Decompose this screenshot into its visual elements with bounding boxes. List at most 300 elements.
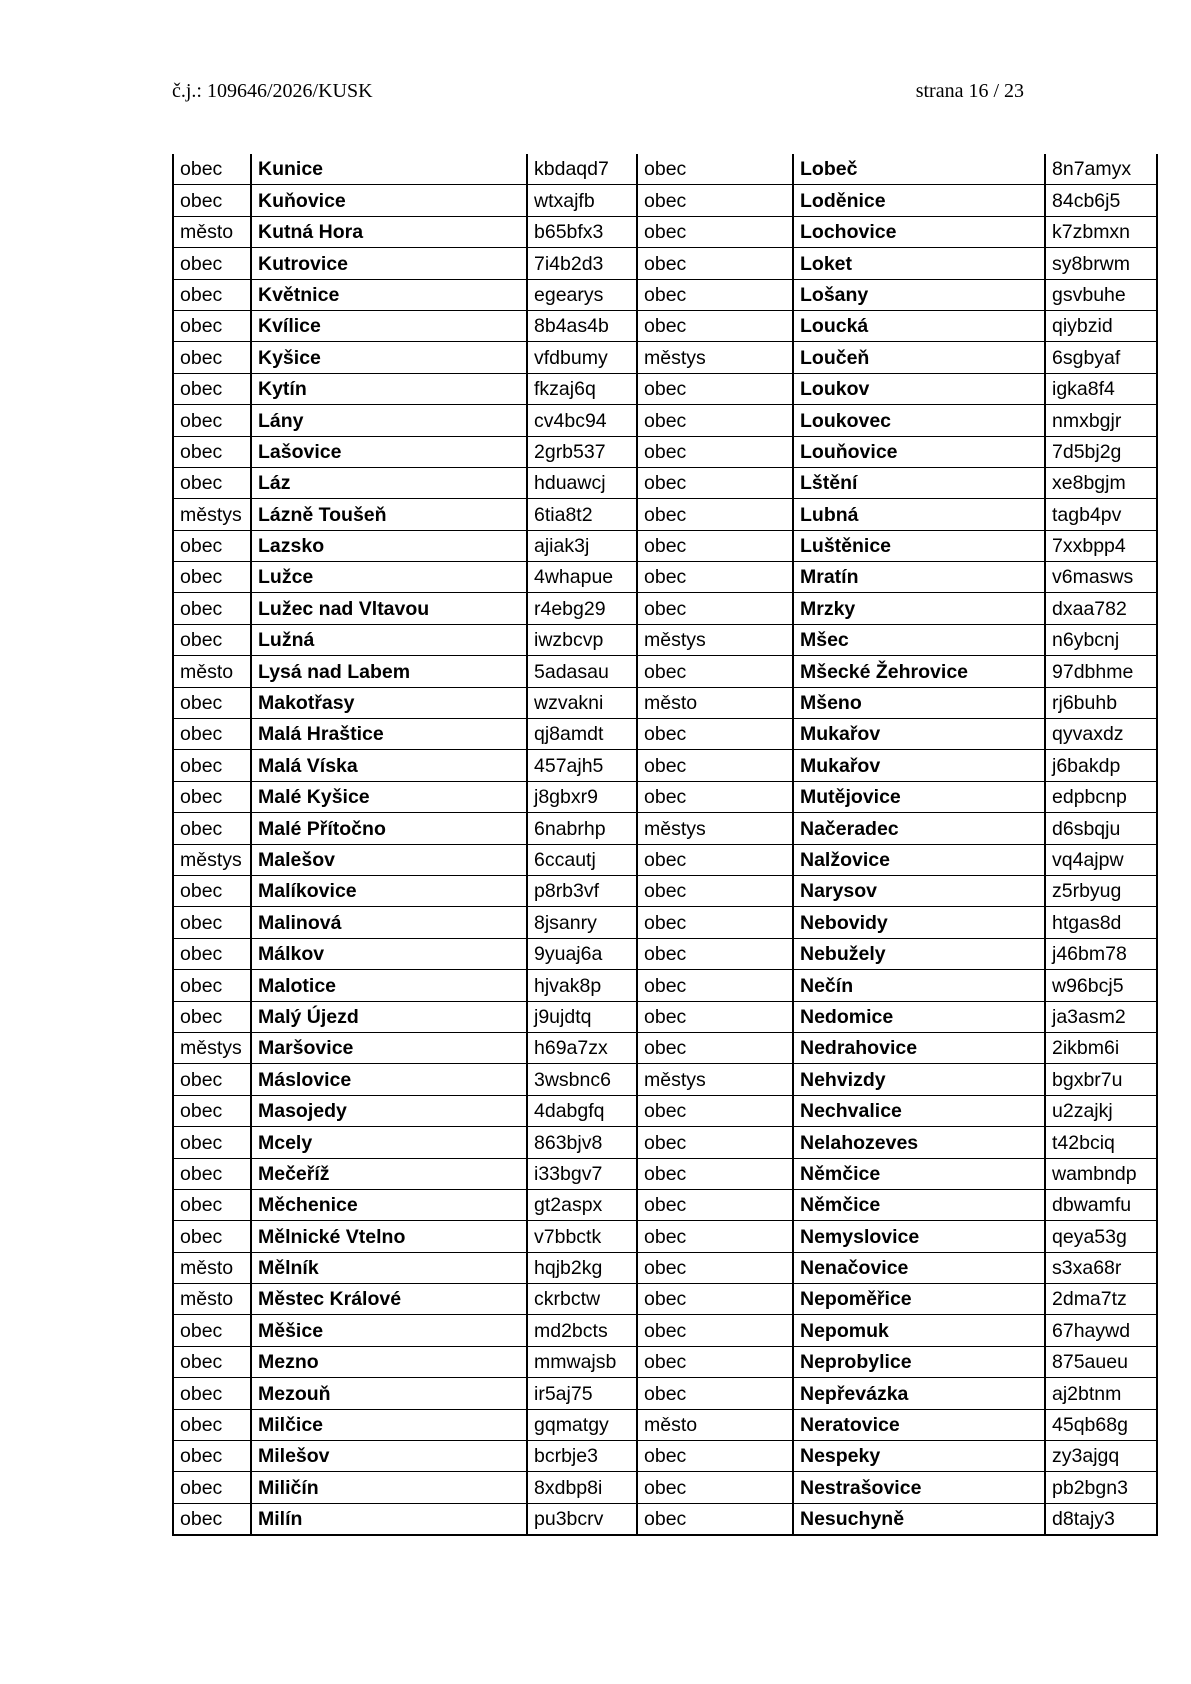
left-municipality-code: hjvak8p xyxy=(527,970,637,1001)
left-municipality-type: obec xyxy=(173,342,251,373)
table-row xyxy=(173,436,1157,467)
right-municipality-code: 45qb68g xyxy=(1045,1409,1157,1440)
right-municipality-type: obec xyxy=(637,279,793,310)
left-municipality-code: iwzbcvp xyxy=(527,624,637,655)
left-municipality-type: obec xyxy=(173,467,251,498)
left-municipality-name: Milešov xyxy=(251,1441,527,1472)
left-municipality-type: městys xyxy=(173,844,251,875)
left-municipality-name: Měchenice xyxy=(251,1189,527,1220)
left-municipality-code: ckrbctw xyxy=(527,1284,637,1315)
left-municipality-code: v7bbctk xyxy=(527,1221,637,1252)
right-municipality-type: obec xyxy=(637,750,793,781)
table-row xyxy=(173,1064,1157,1095)
left-municipality-type: obec xyxy=(173,1315,251,1346)
left-municipality-code: egearys xyxy=(527,279,637,310)
right-municipality-code: k7zbmxn xyxy=(1045,216,1157,247)
left-municipality-name: Malešov xyxy=(251,844,527,875)
left-municipality-name: Lázně Toušeň xyxy=(251,499,527,530)
table-row xyxy=(173,467,1157,498)
right-municipality-name: Lubná xyxy=(793,499,1045,530)
right-municipality-code: j6bakdp xyxy=(1045,750,1157,781)
right-municipality-name: Neprobylice xyxy=(793,1346,1045,1377)
right-municipality-code: tagb4pv xyxy=(1045,499,1157,530)
left-municipality-name: Malinová xyxy=(251,907,527,938)
left-municipality-type: obec xyxy=(173,279,251,310)
left-municipality-type: město xyxy=(173,216,251,247)
right-municipality-code: 6sgbyaf xyxy=(1045,342,1157,373)
right-municipality-type: obec xyxy=(637,1503,793,1535)
left-municipality-name: Lány xyxy=(251,405,527,436)
right-municipality-code: w96bcj5 xyxy=(1045,970,1157,1001)
right-municipality-type: obec xyxy=(637,405,793,436)
left-municipality-name: Mcely xyxy=(251,1127,527,1158)
right-municipality-name: Mukařov xyxy=(793,750,1045,781)
left-municipality-name: Kutná Hora xyxy=(251,216,527,247)
right-municipality-code: 2ikbm6i xyxy=(1045,1032,1157,1063)
table-row xyxy=(173,279,1157,310)
left-municipality-code: p8rb3vf xyxy=(527,875,637,906)
right-municipality-type: obec xyxy=(637,216,793,247)
left-municipality-name: Mělnické Vtelno xyxy=(251,1221,527,1252)
left-municipality-type: obec xyxy=(173,1158,251,1189)
left-municipality-name: Máslovice xyxy=(251,1064,527,1095)
right-municipality-code: aj2btnm xyxy=(1045,1378,1157,1409)
left-municipality-code: hduawcj xyxy=(527,467,637,498)
left-municipality-name: Měšice xyxy=(251,1315,527,1346)
left-municipality-code: j8gbxr9 xyxy=(527,781,637,812)
left-municipality-code: fkzaj6q xyxy=(527,373,637,404)
left-municipality-type: obec xyxy=(173,719,251,750)
right-municipality-type: městys xyxy=(637,624,793,655)
right-municipality-name: Načeradec xyxy=(793,813,1045,844)
table-row xyxy=(173,1503,1157,1535)
table-row xyxy=(173,687,1157,718)
right-municipality-type: obec xyxy=(637,1189,793,1220)
left-municipality-type: město xyxy=(173,656,251,687)
left-municipality-type: obec xyxy=(173,813,251,844)
table-row xyxy=(173,248,1157,279)
right-municipality-name: Lochovice xyxy=(793,216,1045,247)
right-municipality-type: obec xyxy=(637,656,793,687)
right-municipality-name: Nedomice xyxy=(793,1001,1045,1032)
left-municipality-code: b65bfx3 xyxy=(527,216,637,247)
right-municipality-type: obec xyxy=(637,154,793,185)
left-municipality-code: pu3bcrv xyxy=(527,1503,637,1535)
right-municipality-type: obec xyxy=(637,844,793,875)
left-municipality-code: 4whapue xyxy=(527,562,637,593)
right-municipality-code: u2zajkj xyxy=(1045,1095,1157,1126)
left-municipality-name: Lužce xyxy=(251,562,527,593)
left-municipality-name: Malotice xyxy=(251,970,527,1001)
right-municipality-name: Nedrahovice xyxy=(793,1032,1045,1063)
right-municipality-code: zy3ajgq xyxy=(1045,1441,1157,1472)
right-municipality-type: obec xyxy=(637,907,793,938)
right-municipality-type: město xyxy=(637,1409,793,1440)
right-municipality-code: t42bciq xyxy=(1045,1127,1157,1158)
right-municipality-name: Lošany xyxy=(793,279,1045,310)
left-municipality-code: wzvakni xyxy=(527,687,637,718)
right-municipality-type: obec xyxy=(637,1346,793,1377)
left-municipality-code: mmwajsb xyxy=(527,1346,637,1377)
right-municipality-name: Mrzky xyxy=(793,593,1045,624)
left-municipality-type: obec xyxy=(173,1221,251,1252)
right-municipality-name: Nepřevázka xyxy=(793,1378,1045,1409)
right-municipality-name: Loděnice xyxy=(793,185,1045,216)
left-municipality-name: Lužná xyxy=(251,624,527,655)
right-municipality-type: městys xyxy=(637,1064,793,1095)
right-municipality-code: 2dma7tz xyxy=(1045,1284,1157,1315)
right-municipality-code: 875aueu xyxy=(1045,1346,1157,1377)
left-municipality-name: Lužec nad Vltavou xyxy=(251,593,527,624)
right-municipality-name: Nespeky xyxy=(793,1441,1045,1472)
table-row xyxy=(173,938,1157,969)
left-municipality-type: obec xyxy=(173,310,251,341)
table-row xyxy=(173,781,1157,812)
left-municipality-code: j9ujdtq xyxy=(527,1001,637,1032)
right-municipality-code: 84cb6j5 xyxy=(1045,185,1157,216)
right-municipality-name: Nepoměřice xyxy=(793,1284,1045,1315)
table-row xyxy=(173,562,1157,593)
right-municipality-code: 7d5bj2g xyxy=(1045,436,1157,467)
left-municipality-code: 7i4b2d3 xyxy=(527,248,637,279)
left-municipality-type: obec xyxy=(173,687,251,718)
right-municipality-name: Mukařov xyxy=(793,719,1045,750)
right-municipality-code: igka8f4 xyxy=(1045,373,1157,404)
table-row xyxy=(173,1346,1157,1377)
left-municipality-type: městys xyxy=(173,1032,251,1063)
left-municipality-type: obec xyxy=(173,875,251,906)
table-row xyxy=(173,1441,1157,1472)
table-row xyxy=(173,1284,1157,1315)
right-municipality-name: Nehvizdy xyxy=(793,1064,1045,1095)
right-municipality-type: obec xyxy=(637,499,793,530)
right-municipality-type: obec xyxy=(637,1284,793,1315)
right-municipality-code: z5rbyug xyxy=(1045,875,1157,906)
right-municipality-code: sy8brwm xyxy=(1045,248,1157,279)
left-municipality-code: hqjb2kg xyxy=(527,1252,637,1283)
table-row xyxy=(173,1001,1157,1032)
right-municipality-type: obec xyxy=(637,1441,793,1472)
left-municipality-type: obec xyxy=(173,624,251,655)
right-municipality-code: htgas8d xyxy=(1045,907,1157,938)
table-row xyxy=(173,1378,1157,1409)
left-municipality-name: Kutrovice xyxy=(251,248,527,279)
left-municipality-name: Málkov xyxy=(251,938,527,969)
table-row xyxy=(173,1127,1157,1158)
left-municipality-code: 6ccautj xyxy=(527,844,637,875)
left-municipality-type: obec xyxy=(173,1378,251,1409)
left-municipality-type: obec xyxy=(173,1472,251,1503)
left-municipality-code: bcrbje3 xyxy=(527,1441,637,1472)
table-row xyxy=(173,1189,1157,1220)
right-municipality-name: Němčice xyxy=(793,1189,1045,1220)
table-row xyxy=(173,216,1157,247)
left-municipality-code: 8jsanry xyxy=(527,907,637,938)
left-municipality-name: Kyšice xyxy=(251,342,527,373)
right-municipality-name: Neratovice xyxy=(793,1409,1045,1440)
left-municipality-name: Malá Hraštice xyxy=(251,719,527,750)
document-reference: č.j.: 109646/2026/KUSK xyxy=(172,80,373,102)
table-row xyxy=(173,970,1157,1001)
left-municipality-code: 6tia8t2 xyxy=(527,499,637,530)
left-municipality-type: obec xyxy=(173,1346,251,1377)
left-municipality-code: wtxajfb xyxy=(527,185,637,216)
right-municipality-type: obec xyxy=(637,1127,793,1158)
left-municipality-type: obec xyxy=(173,1503,251,1535)
table-row xyxy=(173,1158,1157,1189)
table-row xyxy=(173,1095,1157,1126)
right-municipality-code: qeya53g xyxy=(1045,1221,1157,1252)
right-municipality-code: ja3asm2 xyxy=(1045,1001,1157,1032)
right-municipality-type: obec xyxy=(637,1252,793,1283)
right-municipality-name: Loukov xyxy=(793,373,1045,404)
right-municipality-code: v6masws xyxy=(1045,562,1157,593)
right-municipality-code: dxaa782 xyxy=(1045,593,1157,624)
right-municipality-type: obec xyxy=(637,719,793,750)
table-row xyxy=(173,154,1157,185)
table-row xyxy=(173,593,1157,624)
table-row xyxy=(173,813,1157,844)
right-municipality-name: Loukovec xyxy=(793,405,1045,436)
table-row xyxy=(173,1252,1157,1283)
right-municipality-type: městys xyxy=(637,813,793,844)
table-row xyxy=(173,719,1157,750)
left-municipality-code: md2bcts xyxy=(527,1315,637,1346)
right-municipality-code: qyvaxdz xyxy=(1045,719,1157,750)
left-municipality-code: 8xdbp8i xyxy=(527,1472,637,1503)
right-municipality-code: wambndp xyxy=(1045,1158,1157,1189)
right-municipality-name: Mšec xyxy=(793,624,1045,655)
right-municipality-name: Nalžovice xyxy=(793,844,1045,875)
right-municipality-name: Mšecké Žehrovice xyxy=(793,656,1045,687)
right-municipality-name: Němčice xyxy=(793,1158,1045,1189)
right-municipality-name: Loučeň xyxy=(793,342,1045,373)
left-municipality-name: Malé Přítočno xyxy=(251,813,527,844)
right-municipality-name: Loucká xyxy=(793,310,1045,341)
right-municipality-code: nmxbgjr xyxy=(1045,405,1157,436)
left-municipality-type: obec xyxy=(173,593,251,624)
right-municipality-name: Nestrašovice xyxy=(793,1472,1045,1503)
left-municipality-type: obec xyxy=(173,1064,251,1095)
left-municipality-name: Městec Králové xyxy=(251,1284,527,1315)
left-municipality-name: Makotřasy xyxy=(251,687,527,718)
right-municipality-code: edpbcnp xyxy=(1045,781,1157,812)
left-municipality-type: obec xyxy=(173,781,251,812)
left-municipality-type: obec xyxy=(173,907,251,938)
left-municipality-code: gt2aspx xyxy=(527,1189,637,1220)
left-municipality-code: 8b4as4b xyxy=(527,310,637,341)
left-municipality-name: Mezouň xyxy=(251,1378,527,1409)
left-municipality-name: Mělník xyxy=(251,1252,527,1283)
left-municipality-name: Milčice xyxy=(251,1409,527,1440)
right-municipality-name: Lštění xyxy=(793,467,1045,498)
left-municipality-code: 6nabrhp xyxy=(527,813,637,844)
left-municipality-code: ajiak3j xyxy=(527,530,637,561)
right-municipality-name: Nesuchyně xyxy=(793,1503,1045,1535)
left-municipality-type: obec xyxy=(173,970,251,1001)
right-municipality-name: Luštěnice xyxy=(793,530,1045,561)
right-municipality-type: obec xyxy=(637,310,793,341)
left-municipality-code: gqmatgy xyxy=(527,1409,637,1440)
right-municipality-name: Nenačovice xyxy=(793,1252,1045,1283)
right-municipality-type: obec xyxy=(637,467,793,498)
right-municipality-code: d6sbqju xyxy=(1045,813,1157,844)
left-municipality-code: vfdbumy xyxy=(527,342,637,373)
left-municipality-type: obec xyxy=(173,1409,251,1440)
left-municipality-type: obec xyxy=(173,405,251,436)
left-municipality-type: obec xyxy=(173,1127,251,1158)
left-municipality-name: Milín xyxy=(251,1503,527,1535)
right-municipality-type: obec xyxy=(637,1095,793,1126)
left-municipality-name: Lysá nad Labem xyxy=(251,656,527,687)
right-municipality-code: 97dbhme xyxy=(1045,656,1157,687)
left-municipality-code: 2grb537 xyxy=(527,436,637,467)
left-municipality-name: Mečeříž xyxy=(251,1158,527,1189)
right-municipality-name: Nečín xyxy=(793,970,1045,1001)
left-municipality-code: kbdaqd7 xyxy=(527,154,637,185)
left-municipality-type: městys xyxy=(173,499,251,530)
right-municipality-type: obec xyxy=(637,938,793,969)
left-municipality-type: obec xyxy=(173,185,251,216)
right-municipality-type: obec xyxy=(637,248,793,279)
left-municipality-type: obec xyxy=(173,938,251,969)
table-row xyxy=(173,750,1157,781)
right-municipality-code: vq4ajpw xyxy=(1045,844,1157,875)
table-row xyxy=(173,530,1157,561)
right-municipality-code: qiybzid xyxy=(1045,310,1157,341)
right-municipality-code: pb2bgn3 xyxy=(1045,1472,1157,1503)
right-municipality-type: obec xyxy=(637,562,793,593)
left-municipality-type: obec xyxy=(173,530,251,561)
right-municipality-name: Nemyslovice xyxy=(793,1221,1045,1252)
right-municipality-type: obec xyxy=(637,970,793,1001)
left-municipality-code: cv4bc94 xyxy=(527,405,637,436)
right-municipality-type: městys xyxy=(637,342,793,373)
right-municipality-code: 7xxbpp4 xyxy=(1045,530,1157,561)
table-row xyxy=(173,1315,1157,1346)
left-municipality-name: Mezno xyxy=(251,1346,527,1377)
right-municipality-type: obec xyxy=(637,1221,793,1252)
left-municipality-name: Malý Újezd xyxy=(251,1001,527,1032)
right-municipality-type: obec xyxy=(637,436,793,467)
left-municipality-name: Maršovice xyxy=(251,1032,527,1063)
table-row xyxy=(173,844,1157,875)
right-municipality-type: obec xyxy=(637,373,793,404)
right-municipality-name: Nebovidy xyxy=(793,907,1045,938)
right-municipality-name: Mutějovice xyxy=(793,781,1045,812)
left-municipality-code: i33bgv7 xyxy=(527,1158,637,1189)
right-municipality-type: obec xyxy=(637,185,793,216)
right-municipality-type: obec xyxy=(637,1158,793,1189)
left-municipality-type: obec xyxy=(173,1095,251,1126)
left-municipality-name: Květnice xyxy=(251,279,527,310)
table-row xyxy=(173,624,1157,655)
left-municipality-type: obec xyxy=(173,248,251,279)
right-municipality-code: xe8bgjm xyxy=(1045,467,1157,498)
left-municipality-name: Malíkovice xyxy=(251,875,527,906)
table-row xyxy=(173,1409,1157,1440)
left-municipality-type: obec xyxy=(173,1001,251,1032)
right-municipality-name: Narysov xyxy=(793,875,1045,906)
left-municipality-code: 3wsbnc6 xyxy=(527,1064,637,1095)
right-municipality-name: Loket xyxy=(793,248,1045,279)
left-municipality-code: 4dabgfq xyxy=(527,1095,637,1126)
left-municipality-type: město xyxy=(173,1252,251,1283)
left-municipality-code: h69a7zx xyxy=(527,1032,637,1063)
left-municipality-name: Masojedy xyxy=(251,1095,527,1126)
right-municipality-code: gsvbuhe xyxy=(1045,279,1157,310)
left-municipality-code: 863bjv8 xyxy=(527,1127,637,1158)
right-municipality-type: obec xyxy=(637,1315,793,1346)
left-municipality-type: obec xyxy=(173,1441,251,1472)
left-municipality-type: obec xyxy=(173,1189,251,1220)
left-municipality-name: Kunice xyxy=(251,154,527,185)
table-row xyxy=(173,875,1157,906)
left-municipality-name: Láz xyxy=(251,467,527,498)
right-municipality-type: město xyxy=(637,687,793,718)
right-municipality-code: rj6buhb xyxy=(1045,687,1157,718)
table-row xyxy=(173,1472,1157,1503)
right-municipality-code: 67haywd xyxy=(1045,1315,1157,1346)
right-municipality-name: Nelahozeves xyxy=(793,1127,1045,1158)
table-row xyxy=(173,1221,1157,1252)
right-municipality-type: obec xyxy=(637,781,793,812)
right-municipality-code: d8tajy3 xyxy=(1045,1503,1157,1535)
right-municipality-name: Louňovice xyxy=(793,436,1045,467)
left-municipality-code: 457ajh5 xyxy=(527,750,637,781)
table-row xyxy=(173,342,1157,373)
right-municipality-code: n6ybcnj xyxy=(1045,624,1157,655)
table-row xyxy=(173,907,1157,938)
right-municipality-name: Mratín xyxy=(793,562,1045,593)
right-municipality-code: s3xa68r xyxy=(1045,1252,1157,1283)
right-municipality-name: Lobeč xyxy=(793,154,1045,185)
left-municipality-name: Malé Kyšice xyxy=(251,781,527,812)
right-municipality-name: Mšeno xyxy=(793,687,1045,718)
left-municipality-name: Kytín xyxy=(251,373,527,404)
table-row xyxy=(173,310,1157,341)
right-municipality-code: 8n7amyx xyxy=(1045,154,1157,185)
right-municipality-name: Nechvalice xyxy=(793,1095,1045,1126)
left-municipality-type: obec xyxy=(173,750,251,781)
right-municipality-type: obec xyxy=(637,593,793,624)
right-municipality-name: Nepomuk xyxy=(793,1315,1045,1346)
right-municipality-code: dbwamfu xyxy=(1045,1189,1157,1220)
left-municipality-name: Kuňovice xyxy=(251,185,527,216)
right-municipality-type: obec xyxy=(637,1001,793,1032)
right-municipality-type: obec xyxy=(637,1032,793,1063)
left-municipality-name: Lazsko xyxy=(251,530,527,561)
left-municipality-code: 5adasau xyxy=(527,656,637,687)
left-municipality-type: město xyxy=(173,1284,251,1315)
table-row xyxy=(173,656,1157,687)
left-municipality-name: Kvílice xyxy=(251,310,527,341)
table-row xyxy=(173,405,1157,436)
left-municipality-code: 9yuaj6a xyxy=(527,938,637,969)
table-row xyxy=(173,185,1157,216)
right-municipality-type: obec xyxy=(637,1472,793,1503)
right-municipality-code: j46bm78 xyxy=(1045,938,1157,969)
table-row xyxy=(173,373,1157,404)
left-municipality-name: Malá Víska xyxy=(251,750,527,781)
left-municipality-type: obec xyxy=(173,562,251,593)
municipality-table xyxy=(172,154,1158,1536)
left-municipality-type: obec xyxy=(173,373,251,404)
right-municipality-type: obec xyxy=(637,530,793,561)
left-municipality-type: obec xyxy=(173,154,251,185)
right-municipality-type: obec xyxy=(637,1378,793,1409)
right-municipality-name: Nebužely xyxy=(793,938,1045,969)
